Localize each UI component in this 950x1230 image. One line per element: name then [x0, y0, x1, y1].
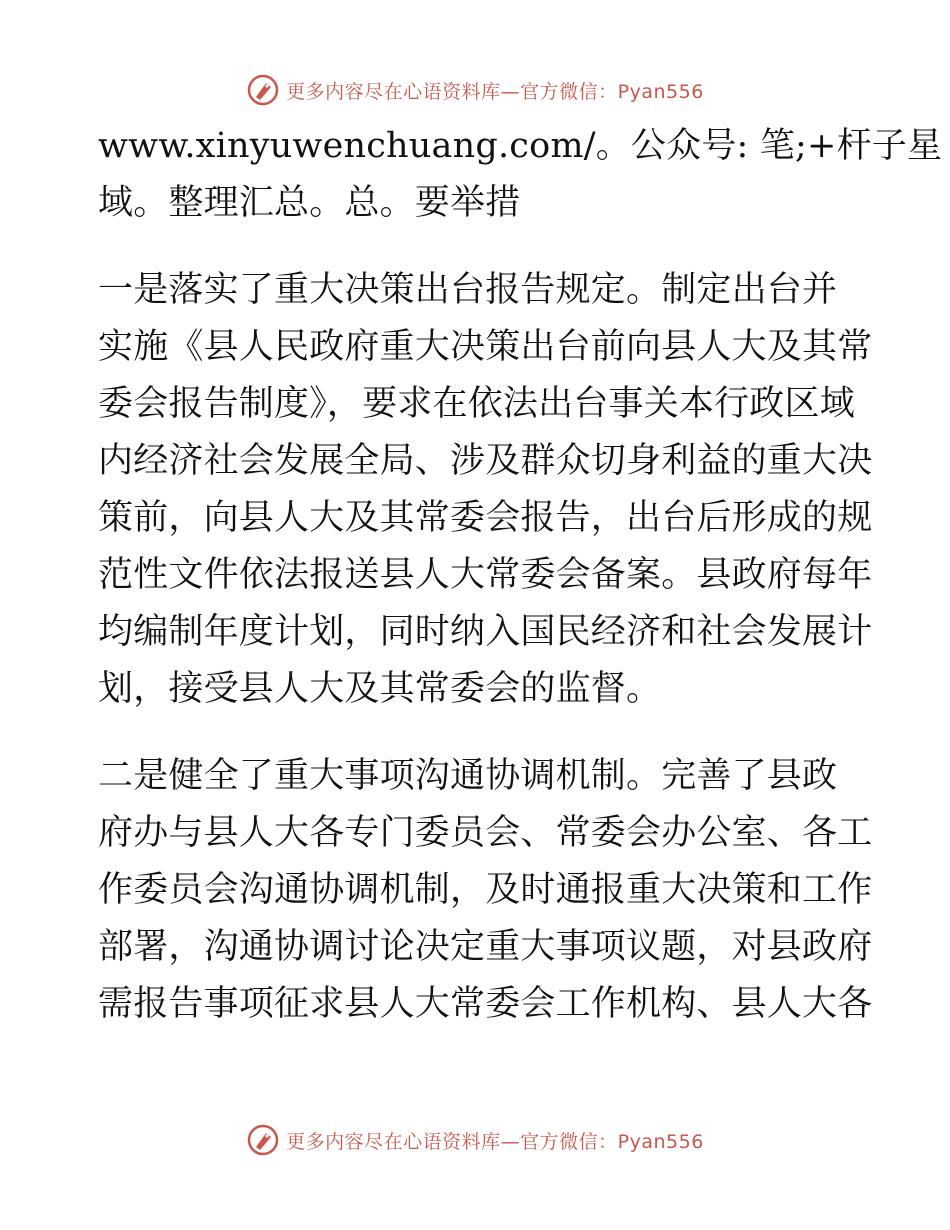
text-line: 一是落实了重大决策出台报告规定。制定出台并 [98, 270, 838, 310]
watermark-text: 更多内容尽在心语资料库—官方微信：Pyan556 [286, 80, 704, 103]
text-line: 策前，向县人大及其常委会报告，出台后形成的规 [98, 498, 873, 538]
paragraph-1 [98, 262, 873, 718]
text-line: 均编制年度计划，同时纳入国民经济和社会发展计 [98, 612, 873, 652]
text-line: 委会报告制度》，要求在依法出台事关本行政区域 [98, 384, 855, 424]
text-line: 二是健全了重大事项沟通协调机制。完善了县政 [98, 756, 838, 796]
header-watermark [0, 70, 950, 110]
watermark-text: 更多内容尽在心语资料库—官方微信：Pyan556 [286, 1130, 704, 1153]
text-line: 府办与县人大各专门委员会、常委会办公室、各工 [98, 813, 873, 853]
text-line: 范性文件依法报送县人大常委会备案。县政府每年 [98, 555, 873, 595]
text-line: 内经济社会发展全局、涉及群众切身利益的重大决 [98, 441, 873, 481]
text-line: 域。整理汇总。总。要举措 [98, 183, 521, 223]
text-line: 需报告事项征求县人大常委会工作机构、县人大各 [98, 984, 873, 1024]
text-line: www.xinyuwenchuang.com/。公众号: 笔;+杆子星 [98, 126, 943, 166]
document-body [98, 118, 943, 1033]
text-line: 部署，沟通协调讨论决定重大事项议题，对县政府 [98, 927, 873, 967]
text-line: 实施《县人民政府重大决策出台前向县人大及其常 [98, 327, 873, 367]
text-line: 划，接受县人大及其常委会的监督。 [98, 669, 662, 709]
text-line: 作委员会沟通协调机制，及时通报重大决策和工作 [98, 870, 873, 910]
footer-watermark [0, 1120, 950, 1160]
paragraph-2 [98, 748, 873, 1033]
pen-nib-logo-icon [246, 73, 280, 107]
pen-nib-logo-icon [246, 1123, 280, 1157]
